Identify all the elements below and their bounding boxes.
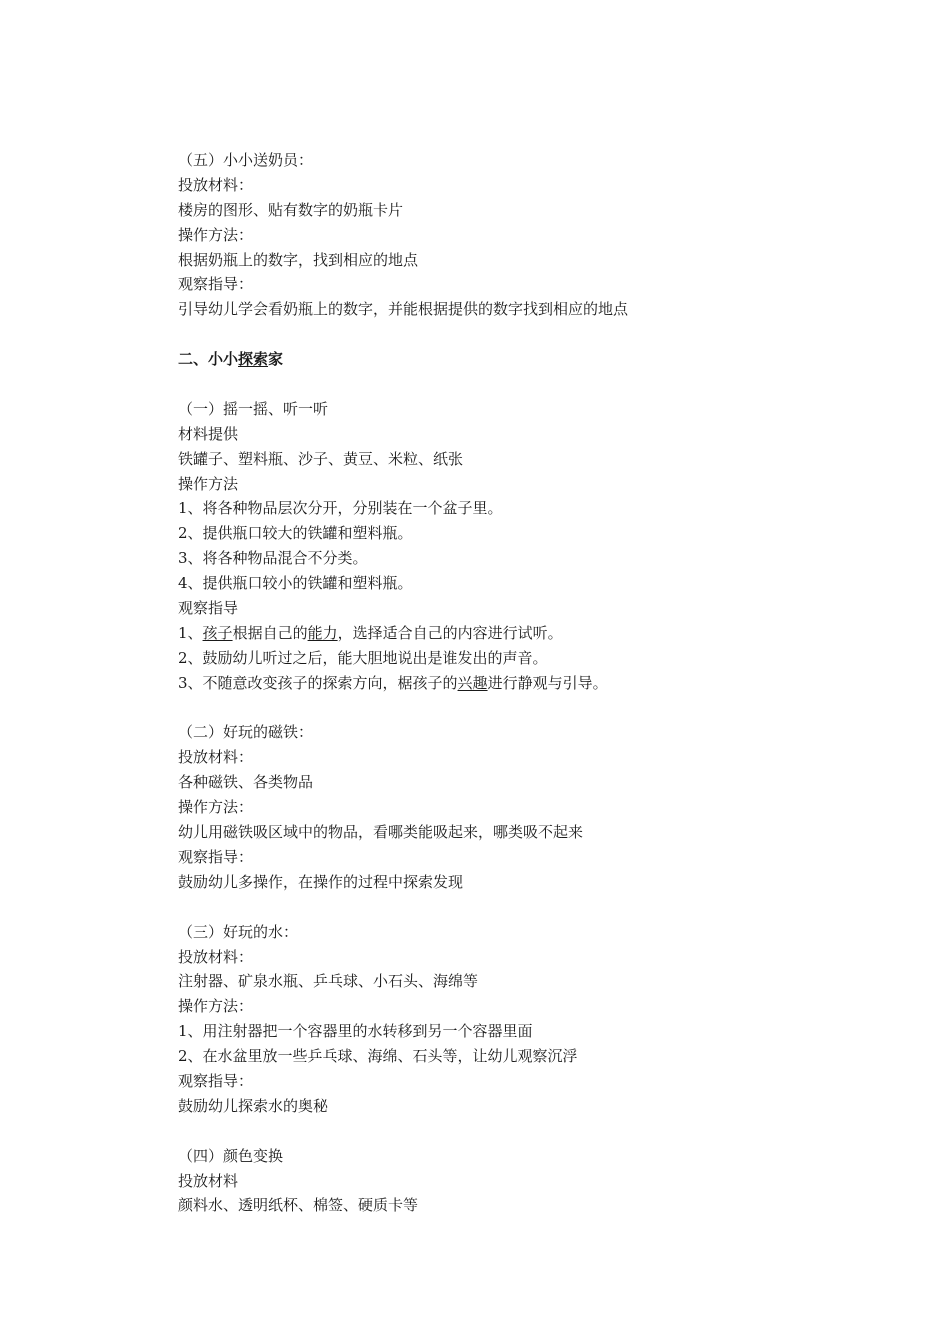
method-text: 幼儿用磁铁吸区域中的物品，看哪类能吸起来，哪类吸不起来 [178, 823, 584, 842]
materials-text: 注射器、矿泉水瓶、乒乓球、小石头、海绵等 [178, 972, 479, 991]
materials-text: 颜料水、透明纸杯、棉签、硬质卡等 [178, 1196, 419, 1215]
method-label: 操作方法： [178, 997, 254, 1016]
guide-text: 引导幼儿学会看奶瓶上的数字，并能根据提供的数字找到相应的地点 [178, 300, 629, 319]
document-page [178, 148, 878, 1218]
method-step: 4、提供瓶口较小的铁罐和塑料瓶。 [178, 574, 413, 593]
guide-item [178, 671, 878, 696]
materials-text: 铁罐子、塑料瓶、沙子、黄豆、米粒、纸张 [178, 449, 464, 468]
method-step: 3、将各种物品混合不分类。 [178, 549, 368, 568]
guide-text: 根据自己的 [232, 623, 308, 642]
guide-label: 观察指导： [178, 1071, 254, 1090]
method-step: 2、在水盆里放一些乒乓球、海绵、石头等，让幼儿观察沉浮 [178, 1047, 578, 1066]
heading-prefix: 二、小小 [178, 350, 239, 369]
guide-text: ，选择适合自己的内容进行试听。 [337, 623, 563, 642]
materials-label: 投放材料 [178, 1171, 239, 1190]
guide-label: 观察指导： [178, 275, 254, 294]
spacer [178, 322, 878, 347]
method-step: 2、提供瓶口较大的铁罐和塑料瓶。 [178, 524, 413, 543]
method-step: 1、将各种物品层次分开，分别装在一个盆子里。 [178, 499, 503, 518]
guide-label: 观察指导： [178, 847, 254, 866]
spacer [178, 372, 878, 397]
section-title: （一）摇一摇、听一听 [178, 399, 329, 418]
guide-text: 3、不随意改变孩子的探索方向，椐孩子的 [178, 673, 458, 692]
link-ability[interactable]: 能力 [307, 623, 338, 642]
method-step: 1、用注射器把一个容器里的水转移到另一个容器里面 [178, 1022, 533, 1041]
method-text: 根据奶瓶上的数字，找到相应的地点 [178, 250, 419, 269]
materials-text: 各种磁铁、各类物品 [178, 773, 314, 792]
link-child[interactable]: 孩子 [202, 623, 233, 642]
guide-text: 进行静观与引导。 [487, 673, 608, 692]
materials-label: 材料提供 [178, 424, 239, 443]
heading-suffix: 家 [268, 350, 284, 369]
section-title: （五）小小送奶员： [178, 151, 314, 169]
section-title: （二）好玩的磁铁： [178, 723, 314, 742]
spacer [178, 895, 878, 920]
guide-label: 观察指导 [178, 599, 239, 618]
materials-label: 投放材料： [178, 175, 254, 194]
part-heading [178, 347, 878, 372]
method-label: 操作方法 [178, 474, 239, 493]
section-title: （三）好玩的水： [178, 922, 299, 941]
spacer [178, 1119, 878, 1144]
guide-item: 2、鼓励幼儿听过之后，能大胆地说出是谁发出的声音。 [178, 648, 548, 667]
guide-text: 1、 [178, 623, 203, 642]
section-title: （四）颜色变换 [178, 1146, 284, 1165]
guide-item [178, 621, 878, 646]
link-interest[interactable]: 兴趣 [457, 673, 488, 692]
guide-text: 鼓励幼儿探索水的奥秘 [178, 1096, 329, 1115]
method-label: 操作方法： [178, 225, 254, 244]
spacer [178, 696, 878, 721]
materials-label: 投放材料： [178, 947, 254, 966]
guide-text: 鼓励幼儿多操作，在操作的过程中探索发现 [178, 872, 464, 891]
materials-label: 投放材料： [178, 748, 254, 767]
heading-link-explore[interactable]: 探索 [238, 350, 269, 369]
method-label: 操作方法： [178, 798, 254, 817]
materials-text: 楼房的图形、贴有数字的奶瓶卡片 [178, 200, 404, 219]
